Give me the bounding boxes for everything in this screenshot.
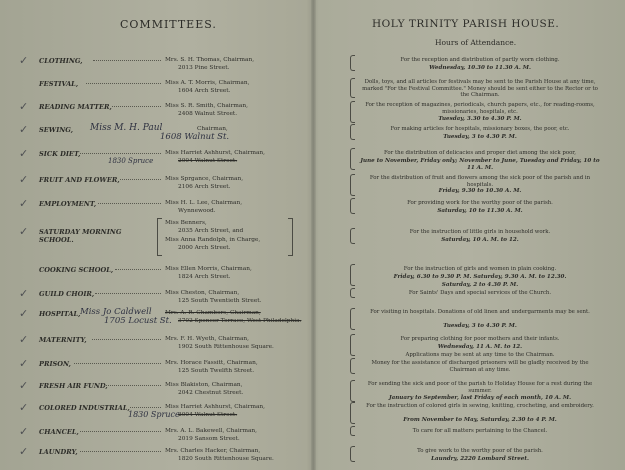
- committee-name: COLORED INDUSTRIAL,: [39, 404, 130, 412]
- committee-name: COOKING SCHOOL,: [39, 266, 114, 274]
- brace: [350, 198, 355, 214]
- pencil-check-icon: ✓: [19, 173, 29, 186]
- committee-hours: From November to May, Saturday, 2.30 to 4 P. M.: [403, 417, 557, 423]
- committee-hours: Saturday, 10 A. M. to 12.: [441, 237, 519, 243]
- committee-name: FRUIT AND FLOWER,: [39, 176, 120, 184]
- brace: [350, 124, 355, 140]
- committee-address: 2042 Chestnut Street.: [178, 390, 244, 396]
- page-fold: [311, 0, 316, 470]
- committee-hours: Tuesday, 3 to 4.30 P. M.: [443, 323, 517, 329]
- brace: [350, 402, 355, 424]
- committee-hours: Laundry, 2220 Lombard Street.: [431, 456, 529, 462]
- committee-chairman: Miss Ellen Morris, Chairman,: [165, 266, 252, 272]
- committee-chairman: Miss S. R. Smith, Chairman,: [165, 103, 248, 109]
- pencil-check-icon: ✓: [19, 287, 29, 300]
- committee-chairman: Miss Cheston, Chairman,: [165, 290, 240, 296]
- committee-description: For Saints' Days and special services of the Church.: [408, 290, 552, 296]
- pencil-check-icon: ✓: [19, 100, 29, 113]
- committee-description: For the instruction of girls and women in plain cooking.: [403, 266, 557, 272]
- committee-name: SATURDAY MORNING SCHOOL.: [39, 228, 122, 244]
- pencil-check-icon: ✓: [19, 379, 29, 392]
- committee-hours: Tuesday, 3.30 to 4.30 P. M.: [438, 116, 522, 122]
- committee-hours: Saturday, 10 to 11.30 A. M.: [437, 208, 523, 214]
- committee-name: SEWING,: [39, 126, 73, 134]
- brace: [350, 308, 355, 330]
- dot-leader: [93, 60, 161, 61]
- brace: [350, 228, 355, 244]
- committee-hours: June to November, Friday only; November to June, Tuesday and Friday, 10 to 11 A. M.: [360, 158, 600, 171]
- committee-chairman: Mrs. A. R. Chambers, Chairman,: [165, 310, 261, 316]
- handwritten-address: 1830 Spruce: [108, 157, 154, 165]
- committee-name: PRISON,: [39, 360, 71, 368]
- dot-leader: [115, 269, 161, 270]
- committee-chairman: Chairman,: [197, 126, 228, 132]
- committee-hours-secondary: Saturday, 2 to 4.30 P. M.: [441, 282, 519, 288]
- committee-address: 2004 Walnut Street.: [178, 158, 238, 164]
- dot-leader: [112, 106, 161, 107]
- brace: [350, 55, 355, 71]
- dot-leader: [80, 153, 161, 154]
- pencil-check-icon: ✓: [19, 333, 29, 346]
- brace: [350, 148, 355, 170]
- dot-leader: [98, 203, 161, 204]
- committee-description: For preparing clothing for poor mothers and their infants.: [400, 336, 560, 342]
- pencil-check-icon: ✓: [19, 357, 29, 370]
- dot-leader: [74, 363, 161, 364]
- committee-chairman: Mrs. Charles Hacker, Chairman,: [165, 448, 261, 454]
- committee-address: 3702 Spencer Terrace, West Philadelphia.: [178, 318, 302, 324]
- handwritten-address: 1705 Locust St.: [104, 316, 172, 326]
- dot-leader: [130, 407, 161, 408]
- committee-chairman: Miss H. L. Lee, Chairman,: [165, 200, 243, 206]
- committee-description: For the instruction of colored girls in sewing, knitting, crocheting, and embroidery.: [366, 403, 594, 409]
- committee-name: READING MATTER,: [39, 103, 112, 111]
- handwritten-address: 1830 Spruce: [128, 410, 180, 419]
- bracket: [157, 218, 162, 256]
- brace: [350, 101, 355, 123]
- pencil-check-icon: ✓: [19, 425, 29, 438]
- committee-chairman: Miss Harriet Ashhurst, Chairman,: [165, 150, 265, 156]
- committee-chairman: Miss Sprgance, Chairman,: [165, 176, 244, 182]
- committee-note: Applications may be sent at any time to the Chairman.: [405, 352, 555, 358]
- committee-description: For making articles for hospitals, missionary boxes, the poor, etc.: [390, 126, 570, 132]
- brace: [350, 380, 355, 402]
- committee-address: 2004 Walnut Street.: [178, 412, 238, 418]
- brace: [350, 426, 355, 436]
- committee-address: 1820 South Rittenhouse Square.: [178, 456, 274, 462]
- brace: [350, 78, 355, 98]
- committee-hours: January to September, last Friday of each month, 10 A. M.: [388, 395, 572, 401]
- committee-address: 1824 Arch Street.: [178, 274, 231, 280]
- committee-chairman: Miss Blakiston, Chairman,: [165, 382, 243, 388]
- committee-hours: Wednesday, 10.30 to 11.30 A. M.: [429, 65, 531, 71]
- committee-address: 2408 Walnut Street.: [178, 111, 238, 117]
- committee-description: For providing work for the worthy poor of the parish.: [407, 200, 553, 206]
- brace: [350, 288, 355, 298]
- committee-hours: Tuesday, 3 to 4.30 P. M.: [443, 134, 517, 140]
- pencil-check-icon: ✓: [19, 225, 29, 238]
- brace: [350, 334, 355, 356]
- committee-description: For sending the sick and poor of the parish to Holiday House for a rest during the summer.: [367, 381, 593, 394]
- brace: [350, 174, 355, 196]
- committee-description: To care for all matters pertaining to the Chancel.: [412, 428, 548, 434]
- committee-name: CHANCEL,: [39, 428, 79, 436]
- dot-leader: [95, 293, 161, 294]
- handwritten-chairman: Miss Jo Caldwell: [80, 307, 152, 317]
- committee-name: CLOTHING,: [39, 57, 83, 65]
- committee-address: 2013 Pine Street.: [178, 65, 230, 71]
- committee-chairman: Miss A. T. Morris, Chairman,: [165, 80, 250, 86]
- committee-description: For the distribution of delicacies and proper diet among the sick poor,: [383, 150, 577, 156]
- hours-subtitle: Hours of Attendance.: [435, 38, 517, 47]
- dot-leader: [86, 83, 161, 84]
- committee-name: FESTIVAL,: [39, 80, 79, 88]
- pencil-check-icon: ✓: [19, 401, 29, 414]
- committees-title: COMMITTEES.: [120, 18, 217, 31]
- pencil-check-icon: ✓: [19, 54, 29, 67]
- committee-address: 2106 Arch Street.: [178, 184, 231, 190]
- committee-address: 125 South Twentieth Street.: [178, 298, 262, 304]
- brace: [350, 446, 355, 462]
- committee-name: FRESH AIR FUND,: [39, 382, 108, 390]
- bracket: [288, 218, 293, 256]
- handwritten-address: 1608 Walnut St.: [160, 132, 230, 142]
- committee-description: For visiting in hospitals. Donations of old linen and undergarments may be sent.: [370, 309, 590, 315]
- committee-chairman: Mrs. F. H. Wyeth, Chairman,: [165, 336, 249, 342]
- committee-name: HOSPITAL,: [39, 310, 81, 318]
- committee-address: 1902 South Rittenhouse Square.: [178, 344, 274, 350]
- committee-name: GUILD CHOIR,: [39, 290, 95, 298]
- parish-house-title: HOLY TRINITY PARISH HOUSE.: [372, 18, 560, 30]
- pencil-check-icon: ✓: [19, 123, 29, 136]
- committee-description: For the distribution of fruit and flowers among the sick poor of the parish and in hospitals.: [369, 175, 591, 188]
- committee-chairman: Mrs. A. L. Bakewell, Chairman,: [165, 428, 257, 434]
- committee-chairman-secondary: Miss Anna Randolph, in Charge,: [165, 237, 261, 243]
- committee-name: EMPLOYMENT,: [39, 200, 97, 208]
- committee-name: SICK DIET,: [39, 150, 81, 158]
- committee-hours: Wednesday, 11 A. M. to 12.: [437, 344, 523, 350]
- dot-leader: [104, 385, 161, 386]
- handwritten-chairman: Miss M. H. Paul: [90, 123, 163, 133]
- committee-description: For the reception of magazines, periodicals, church papers, etc., for reading-rooms, missionaries, hospitals, etc.: [365, 102, 595, 115]
- committee-name: MATERNITY,: [39, 336, 87, 344]
- committee-address: Wynnewood.: [178, 208, 216, 214]
- committee-hours: Friday, 9.30 to 10.30 A. M.: [438, 188, 522, 194]
- committee-chairman: Miss Benners,: [165, 220, 207, 226]
- dot-leader: [92, 339, 161, 340]
- brace: [350, 264, 355, 286]
- dot-leader: [120, 179, 161, 180]
- committee-description: Dolls, toys, and all articles for festivals may be sent to the Parish House at any time, marked "For the Festival Committee." Money should be sent either to the Rector or to the Chairman.: [362, 79, 598, 98]
- committee-description: For the instruction of little girls in household work.: [409, 229, 551, 235]
- committee-address: 1604 Arch Street.: [178, 88, 231, 94]
- committee-address-secondary: 2000 Arch Street.: [178, 245, 231, 251]
- committee-chairman: Mrs. S. H. Thomas, Chairman,: [165, 57, 255, 63]
- committee-hours: Friday, 6.30 to 9.30 P. M. Saturday, 9.30 A. M. to 12.30.: [393, 274, 567, 280]
- committee-name: LAUNDRY,: [39, 448, 78, 456]
- committee-description: For the reception and distribution of partly worn clothing.: [400, 57, 560, 63]
- committee-description: Money for the assistance of discharged prisoners will be gladly received by the Chairman at any time.: [371, 360, 589, 373]
- committee-address: 2035 Arch Street, and: [178, 228, 244, 234]
- pencil-check-icon: ✓: [19, 445, 29, 458]
- pencil-check-icon: ✓: [19, 307, 29, 320]
- dot-leader: [80, 431, 161, 432]
- committee-chairman: Miss Harriet Ashhurst, Chairman,: [165, 404, 265, 410]
- brace: [350, 358, 355, 374]
- committee-address: 2019 Sansom Street.: [178, 436, 240, 442]
- committee-description: To give work to the worthy poor of the parish.: [417, 448, 543, 454]
- dot-leader: [80, 451, 161, 452]
- pencil-check-icon: ✓: [19, 197, 29, 210]
- pencil-check-icon: ✓: [19, 147, 29, 160]
- committee-address: 125 South Twelfth Street.: [178, 368, 255, 374]
- committee-chairman: Mrs. Horace Fassitt, Chairman,: [165, 360, 258, 366]
